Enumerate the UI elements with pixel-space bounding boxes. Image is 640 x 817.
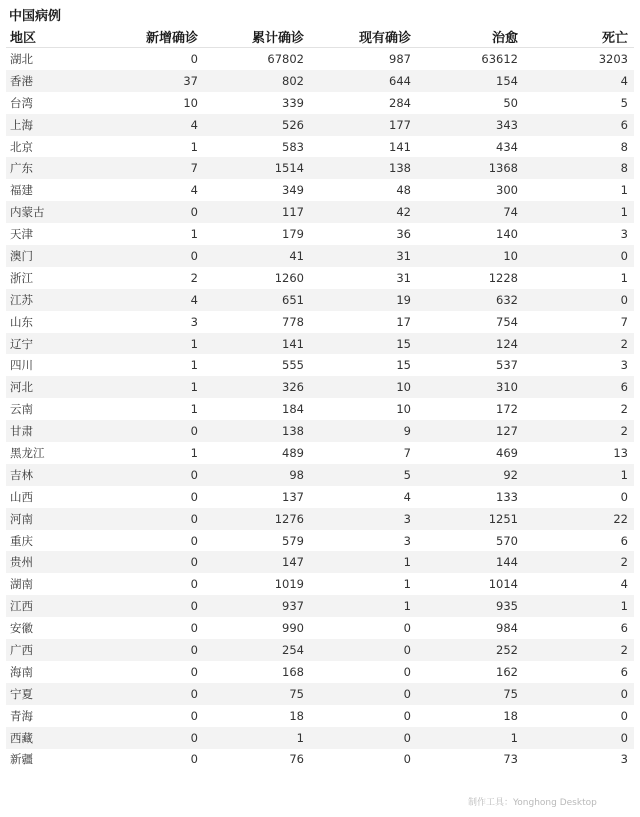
cell-total-confirmed: 179 [282,227,304,242]
cell-deaths: 2 [524,420,634,442]
table-row [6,48,634,70]
table-row [6,333,634,355]
cell-total-confirmed: 147 [204,551,310,573]
cell-total-confirmed: 138 [204,420,310,442]
cell-cured: 434 [496,139,518,154]
cell-new-confirmed: 0 [102,245,204,267]
cell-region: 河北 [6,376,102,398]
cell-total-confirmed: 1514 [204,157,310,179]
cell-new-confirmed: 0 [102,727,204,749]
cell-cured: 75 [417,683,524,705]
cell-deaths: 8 [524,157,634,179]
cell-total-confirmed: 67802 [267,51,304,66]
table-row [6,551,634,573]
cell-new-confirmed: 1 [102,376,204,398]
cell-cured: 1228 [488,270,518,285]
cell-region: 广西 [6,639,102,661]
cell-region: 甘肃 [6,420,102,442]
cell-region: 广东 [6,157,102,179]
cell-new-confirmed: 0 [102,551,204,573]
cell-new-confirmed: 4 [102,114,204,136]
page-title: 中国病例 [9,9,62,24]
cell-current-confirmed: 42 [310,201,417,223]
cell-new-confirmed: 0 [190,708,198,723]
cell-current-confirmed: 19 [310,289,417,311]
cell-region: 四川 [10,358,33,373]
cell-current-confirmed: 7 [403,445,411,460]
cell-cured: 73 [503,752,518,767]
cell-current-confirmed: 141 [389,139,411,154]
cell-new-confirmed: 0 [190,533,198,548]
cell-current-confirmed: 5 [310,464,417,486]
table-row [6,136,634,158]
cell-region: 云南 [10,402,33,417]
cell-total-confirmed: 579 [282,533,304,548]
cell-total-confirmed: 326 [204,376,310,398]
table-row [6,508,634,530]
cell-total-confirmed: 254 [204,639,310,661]
cell-current-confirmed: 987 [389,51,411,66]
cell-current-confirmed: 0 [310,727,417,749]
cell-cured: 162 [496,664,518,679]
cell-region: 上海 [6,114,102,136]
cell-deaths: 3203 [598,51,628,66]
cell-deaths: 5 [620,95,628,110]
cell-current-confirmed: 138 [310,157,417,179]
cell-region: 吉林 [6,464,102,486]
cell-deaths: 22 [524,508,634,530]
cell-current-confirmed: 17 [396,314,411,329]
cell-total-confirmed: 117 [204,201,310,223]
cell-cured: 984 [496,621,518,636]
cell-deaths: 6 [620,533,628,548]
cell-new-confirmed: 4 [190,183,198,198]
cell-total-confirmed: 41 [204,245,310,267]
table-row [6,595,634,617]
cell-region: 新疆 [10,752,33,767]
cell-total-confirmed: 802 [204,70,310,92]
table-row [6,705,634,727]
cell-current-confirmed: 0 [403,708,411,723]
cell-new-confirmed: 37 [102,70,204,92]
cell-cured: 124 [417,333,524,355]
column-header-current-confirmed[interactable]: 现有确诊 [310,25,417,48]
cell-deaths: 2 [620,402,628,417]
cell-region: 湖北 [10,51,33,66]
cell-deaths: 3 [620,752,628,767]
column-header-cured[interactable]: 治愈 [417,25,524,48]
cell-region: 重庆 [10,533,33,548]
cell-current-confirmed: 1 [310,551,417,573]
table-row [6,114,634,136]
cell-deaths: 0 [620,708,628,723]
cell-total-confirmed: 141 [204,333,310,355]
cell-new-confirmed: 0 [190,621,198,636]
cell-current-confirmed: 4 [403,489,411,504]
cell-deaths: 8 [620,139,628,154]
cell-deaths: 13 [613,445,628,460]
cell-cured: 50 [503,95,518,110]
cell-new-confirmed: 2 [190,270,198,285]
cell-current-confirmed: 31 [396,270,411,285]
cell-new-confirmed: 4 [102,289,204,311]
table-row [6,573,634,595]
cell-cured: 1 [417,727,524,749]
column-header-deaths[interactable]: 死亡 [524,25,634,48]
cell-cured: 63612 [481,51,518,66]
cell-current-confirmed: 31 [310,245,417,267]
table-row [6,530,634,552]
cell-total-confirmed: 18 [289,708,304,723]
cell-current-confirmed: 284 [389,95,411,110]
footer-credit: 制作工具：Yonghong Desktop [468,798,597,808]
cell-deaths: 6 [524,376,634,398]
cell-deaths: 0 [620,489,628,504]
cell-deaths: 7 [620,314,628,329]
cell-deaths: 1 [620,270,628,285]
cell-cured: 172 [496,402,518,417]
cell-new-confirmed: 0 [190,489,198,504]
cell-current-confirmed: 10 [310,376,417,398]
cell-current-confirmed: 3 [403,533,411,548]
cell-cured: 310 [417,376,524,398]
cell-total-confirmed: 1276 [204,508,310,530]
table-row [6,420,634,442]
table-row [6,398,634,420]
table-row [6,179,634,201]
cell-current-confirmed: 177 [310,114,417,136]
cell-cured: 18 [503,708,518,723]
table-row [6,311,634,333]
cell-cured: 154 [417,70,524,92]
cell-region: 北京 [10,139,33,154]
table-header-row [6,25,634,48]
cell-total-confirmed: 651 [204,289,310,311]
cell-cured: 343 [417,114,524,136]
table-row [6,661,634,683]
cell-region: 台湾 [10,95,33,110]
cell-current-confirmed: 36 [396,227,411,242]
cell-region: 宁夏 [6,683,102,705]
cell-cured: 935 [417,595,524,617]
cell-region: 辽宁 [6,333,102,355]
table-row [6,749,634,771]
table-row [6,376,634,398]
table-row [6,486,634,508]
cell-total-confirmed: 555 [282,358,304,373]
cell-current-confirmed: 644 [310,70,417,92]
cell-current-confirmed: 1 [310,595,417,617]
cell-deaths: 0 [524,245,634,267]
table-row [6,683,634,705]
cell-deaths: 6 [620,664,628,679]
cell-current-confirmed: 0 [403,664,411,679]
cell-new-confirmed: 0 [190,51,198,66]
cell-region: 澳门 [6,245,102,267]
cell-cured: 127 [417,420,524,442]
cell-total-confirmed: 489 [282,445,304,460]
cell-region: 香港 [6,70,102,92]
cell-region: 内蒙古 [6,201,102,223]
cell-new-confirmed: 0 [102,508,204,530]
cell-new-confirmed: 0 [102,595,204,617]
cell-new-confirmed: 0 [190,752,198,767]
cell-new-confirmed: 1 [190,445,198,460]
table-row [6,727,634,749]
cell-deaths: 1 [524,201,634,223]
cell-region: 天津 [10,227,33,242]
cell-cured: 1014 [488,577,518,592]
cell-deaths: 1 [524,464,634,486]
cell-region: 湖南 [10,577,33,592]
column-header-region[interactable]: 地区 [6,25,102,48]
cell-region: 福建 [10,183,33,198]
table-row [6,245,634,267]
cell-cured: 570 [496,533,518,548]
cell-current-confirmed: 0 [403,621,411,636]
cell-region: 黑龙江 [10,445,45,460]
cell-deaths: 0 [524,727,634,749]
cell-new-confirmed: 0 [190,664,198,679]
cell-region: 山东 [10,314,33,329]
cell-current-confirmed: 10 [396,402,411,417]
table-row [6,442,634,464]
cell-current-confirmed: 48 [396,183,411,198]
cell-cured: 144 [417,551,524,573]
cell-total-confirmed: 583 [282,139,304,154]
cell-region: 青海 [10,708,33,723]
cell-cured: 537 [496,358,518,373]
cell-current-confirmed: 15 [310,333,417,355]
cell-cured: 252 [417,639,524,661]
table-row [6,70,634,92]
cell-region: 浙江 [10,270,33,285]
cell-deaths: 0 [524,289,634,311]
table-row [6,464,634,486]
cell-cured: 1251 [417,508,524,530]
cell-deaths: 4 [620,577,628,592]
cell-total-confirmed: 98 [204,464,310,486]
cell-current-confirmed: 0 [310,639,417,661]
cell-total-confirmed: 76 [289,752,304,767]
cell-new-confirmed: 0 [102,683,204,705]
cell-deaths: 2 [524,333,634,355]
cell-total-confirmed: 168 [282,664,304,679]
cell-total-confirmed: 1 [204,727,310,749]
table-row [6,289,634,311]
cell-cured: 1368 [417,157,524,179]
cell-new-confirmed: 0 [102,639,204,661]
table-row [6,223,634,245]
cell-new-confirmed: 1 [190,402,198,417]
cell-region: 江苏 [6,289,102,311]
column-header-total-confirmed[interactable]: 累计确诊 [204,25,310,48]
cell-deaths: 2 [524,639,634,661]
cell-deaths: 0 [524,683,634,705]
cell-cured: 92 [417,464,524,486]
cell-new-confirmed: 1 [190,358,198,373]
cell-deaths: 4 [524,70,634,92]
cell-current-confirmed: 0 [403,752,411,767]
cell-current-confirmed: 1 [403,577,411,592]
cell-total-confirmed: 75 [204,683,310,705]
cell-current-confirmed: 0 [310,683,417,705]
cell-total-confirmed: 937 [204,595,310,617]
column-header-new-confirmed[interactable]: 新增确诊 [102,25,204,48]
cell-total-confirmed: 526 [204,114,310,136]
cell-current-confirmed: 9 [310,420,417,442]
cell-total-confirmed: 990 [282,621,304,636]
table-row [6,201,634,223]
cell-cured: 74 [417,201,524,223]
cell-total-confirmed: 1260 [274,270,304,285]
cell-deaths: 3 [620,358,628,373]
cell-total-confirmed: 349 [282,183,304,198]
cell-cured: 300 [496,183,518,198]
cell-deaths: 3 [620,227,628,242]
cell-total-confirmed: 778 [282,314,304,329]
cell-cured: 140 [496,227,518,242]
table-row [6,617,634,639]
table-row [6,639,634,661]
table-row [6,157,634,179]
cell-region: 山西 [10,489,33,504]
table-row [6,354,634,376]
cell-deaths: 6 [524,114,634,136]
cell-deaths: 2 [524,551,634,573]
cell-new-confirmed: 1 [102,333,204,355]
cell-new-confirmed: 1 [190,139,198,154]
cell-current-confirmed: 15 [396,358,411,373]
cell-total-confirmed: 184 [282,402,304,417]
cell-deaths: 1 [524,595,634,617]
cell-region: 河南 [6,508,102,530]
cell-total-confirmed: 137 [282,489,304,504]
cell-region: 安徽 [10,621,33,636]
cell-cured: 632 [417,289,524,311]
table-row [6,267,634,289]
cell-region: 海南 [10,664,33,679]
table-row [6,92,634,114]
cell-new-confirmed: 3 [190,314,198,329]
cell-cured: 10 [417,245,524,267]
cell-cured: 754 [496,314,518,329]
cell-cured: 133 [496,489,518,504]
cell-deaths: 6 [620,621,628,636]
cell-total-confirmed: 339 [282,95,304,110]
cell-region: 江西 [6,595,102,617]
cell-region: 西藏 [6,727,102,749]
cell-deaths: 1 [620,183,628,198]
cell-region: 贵州 [6,551,102,573]
cell-total-confirmed: 1019 [274,577,304,592]
cell-new-confirmed: 1 [190,227,198,242]
cell-new-confirmed: 0 [102,420,204,442]
cell-new-confirmed: 7 [102,157,204,179]
cell-cured: 469 [496,445,518,460]
cell-current-confirmed: 3 [310,508,417,530]
cell-new-confirmed: 10 [183,95,198,110]
cell-new-confirmed: 0 [102,464,204,486]
cases-table [6,25,634,770]
cell-new-confirmed: 0 [102,201,204,223]
cell-new-confirmed: 0 [190,577,198,592]
